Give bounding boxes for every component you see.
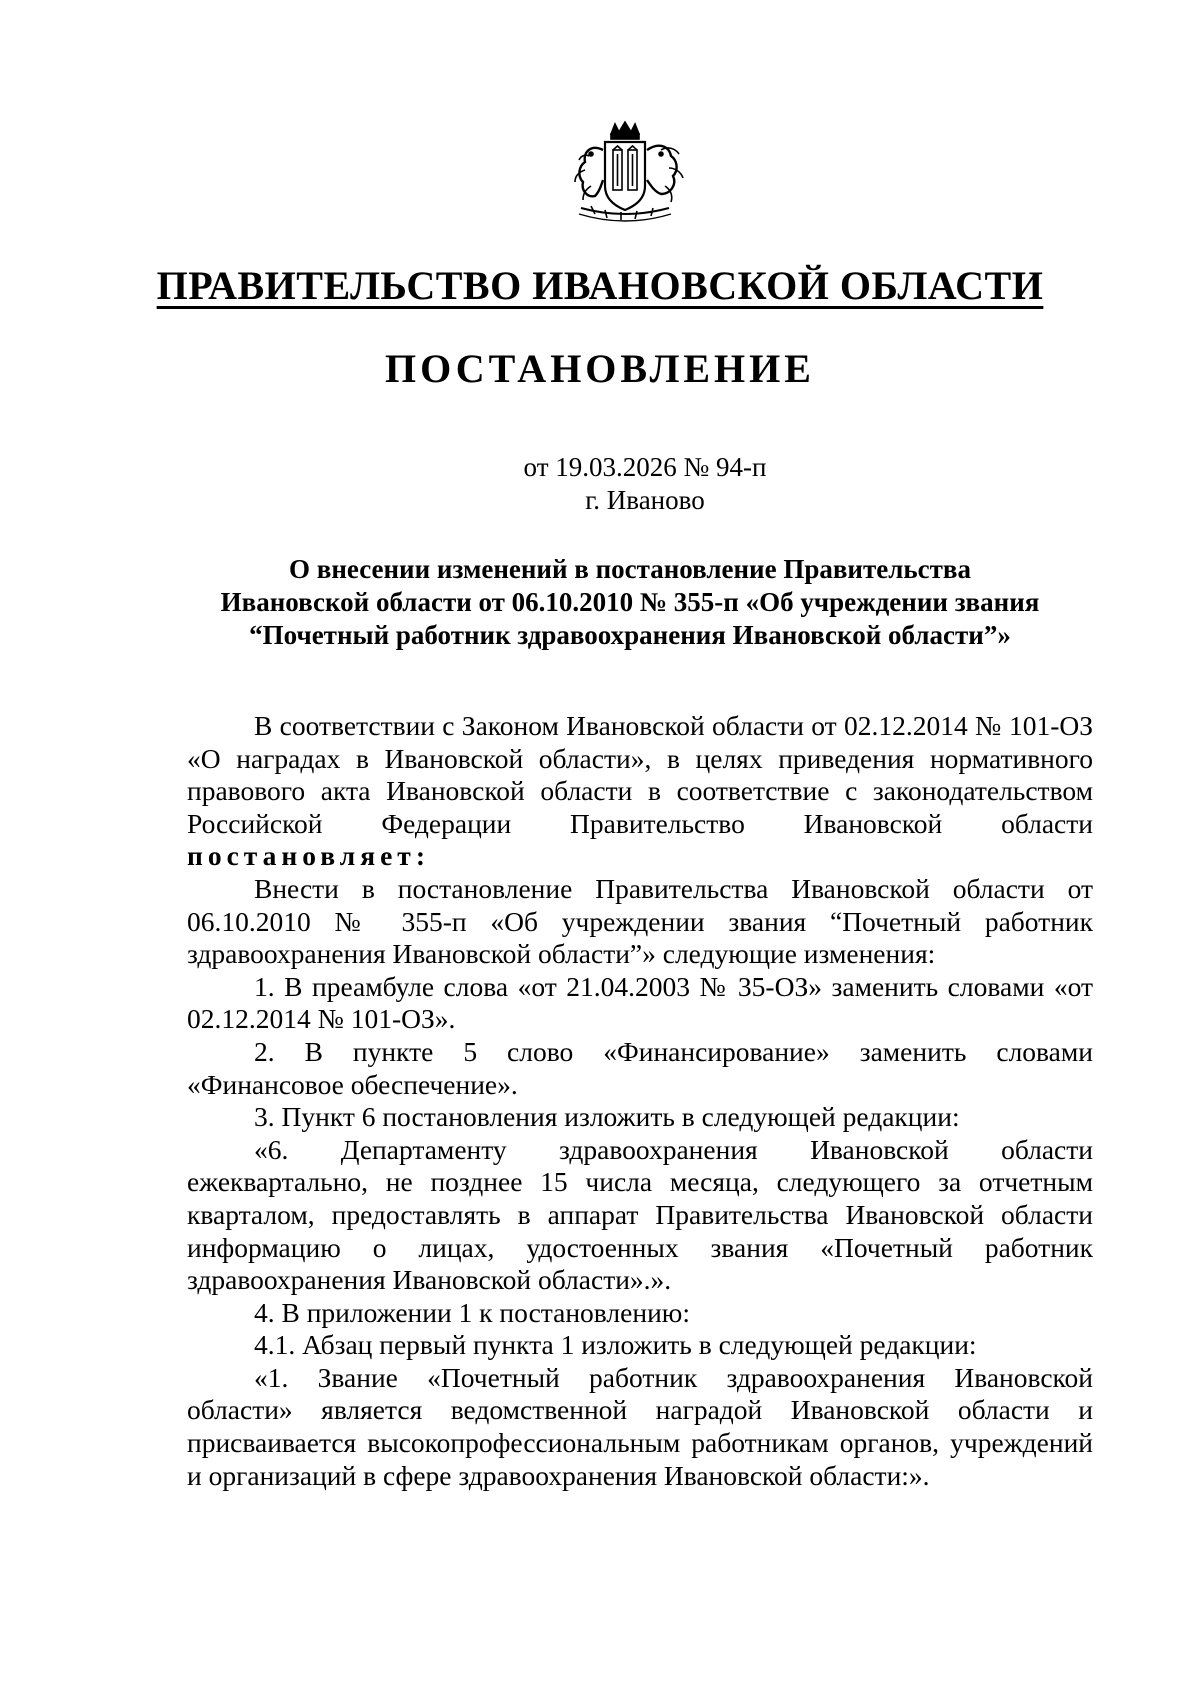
document-type: ПОСТАНОВЛЕНИЕ [385,346,815,391]
item-1-paragraph: 1. В преамбуле слова «от 21.04.2003 № 35-ОЗ» заменить словами «от 02.12.2014 № 101-ОЗ». [187,970,1093,1035]
item-3-text-paragraph: «6. Департаменту здравоохранения Ивановской области ежеквартально, не позднее 15 числа месяца, следующего за отчетным кварталом, предоставлять в аппарат Правительства Ивановской области информацию о лицах, удостоенных звания «Почетный работник здравоохранения Ивановской области».». [187,1133,1093,1296]
document-date-number: от 19.03.2026 № 94-п [523,452,767,482]
item-2-paragraph: 2. В пункте 5 слово «Финансирование» заменить словами «Финансовое обеспечение». [187,1035,1093,1100]
intro-paragraph: Внести в постановление Правительства Ивановской области от 06.10.2010 № 355-п «Об учреждении звания “Почетный работник здравоохранения Ивановской области”» следующие изменения: [187,872,1093,970]
subject-line-1: О внесении изменений в постановление Правительства [289,554,971,584]
document-subject [160,553,1100,652]
government-title-text: ПРАВИТЕЛЬСТВО ИВАНОВСКОЙ ОБЛАСТИ [156,263,1044,308]
preamble-text: В соответствии с Законом Ивановской области от 02.12.2014 № 101-ОЗ «О наградах в Ивановской области», в целях приведения нормативного правового акта Ивановской области в соответствие с законодательством Российской Федерации Правительство Ивановской области [187,710,1093,839]
government-title [0,262,1200,310]
item-4-1-paragraph: 4.1. Абзац первый пункта 1 изложить в следующей редакции: [254,1329,977,1361]
subject-line-3: “Почетный работник здравоохранения Ивановской области”» [249,620,1011,650]
ivanovo-oblast-coat-of-arms-icon [561,120,689,228]
preamble-paragraph [187,710,1093,873]
decree-word: постановляет: [187,840,430,872]
document-meta [0,451,1200,517]
item-3-paragraph: 3. Пункт 6 постановления изложить в следующей редакции: [254,1101,960,1133]
item-4-paragraph: 4. В приложении 1 к постановлению: [254,1296,690,1328]
document-city: г. Иваново [585,485,705,515]
subject-line-2: Ивановской области от 06.10.2010 № 355-п «Об учреждении звания [220,587,1040,617]
item-4-1-text-paragraph: «1. Звание «Почетный работник здравоохранения Ивановской области» является ведомственной наградой Ивановской области и присваивается высокопрофессиональным работникам органов, учреждений и организаций в сфере здравоохранения Ивановской области:». [187,1361,1093,1491]
document-body [187,710,1093,1492]
